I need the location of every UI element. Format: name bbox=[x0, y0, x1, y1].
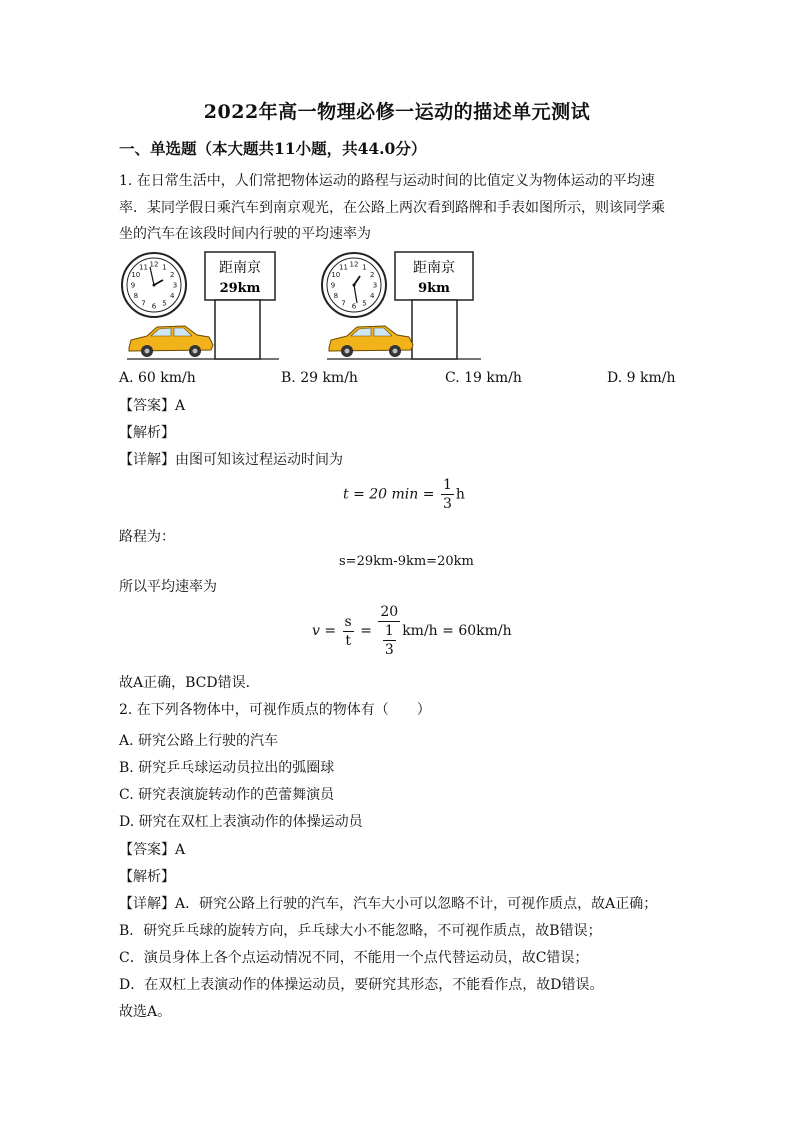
clock-number: 7 bbox=[341, 299, 346, 308]
q1-path-equation: s=29km-9km=20km bbox=[339, 554, 474, 569]
q1-stem-line-2: 率．某同学假日乘汽车到南京观光，在公路上两次看到路牌和手表如图所示，则该同学乘 bbox=[119, 200, 665, 216]
clock-number: 11 bbox=[339, 263, 348, 272]
q1-stem-line-3: 坐的汽车在该段时间内行驶的平均速率为 bbox=[119, 226, 371, 242]
sign2-bottom-text: 9km bbox=[418, 281, 450, 296]
clock-number: 2 bbox=[369, 271, 375, 279]
section-heading: 一、单选题（本大题共11小题，共44.0分） bbox=[119, 139, 427, 158]
q1-answer: 【答案】A bbox=[119, 398, 186, 414]
eq2-t: t bbox=[345, 632, 351, 649]
road-sign-1 bbox=[205, 252, 275, 359]
q1-detail: 【详解】由图可知该过程运动时间为 bbox=[119, 452, 343, 468]
clock-number: 6 bbox=[151, 302, 157, 311]
sign1-bottom-text: 29km bbox=[219, 281, 261, 296]
clock-number: 7 bbox=[141, 299, 146, 308]
clock-number: 5 bbox=[362, 299, 367, 308]
eq2-equals: = bbox=[360, 623, 372, 639]
clock-number: 8 bbox=[333, 292, 339, 300]
q1-conclusion: 故A正确，BCD错误． bbox=[119, 675, 260, 691]
eq2-numerator: 20 bbox=[380, 604, 399, 620]
clock-number: 12 bbox=[149, 260, 159, 269]
q2-detail-4: D．在双杠上表演动作的体操运动员，要研究其形态，不能看作点，故D错误。 bbox=[119, 977, 604, 993]
clock-number: 1 bbox=[162, 263, 167, 272]
page-title: 2022年高一物理必修一运动的描述单元测试 bbox=[203, 101, 591, 123]
sign2-top-text: 距南京 bbox=[413, 260, 455, 276]
clock-number: 3 bbox=[172, 281, 178, 290]
q2-option-a: A. 研究公路上行驶的汽车 bbox=[119, 733, 279, 749]
clock-number: 2 bbox=[169, 271, 175, 279]
eq1-numerator: 1 bbox=[442, 477, 452, 493]
q1-option-b: B. 29 km/h bbox=[281, 370, 358, 386]
eq2-s: s bbox=[344, 613, 352, 630]
q2-stem: 2. 在下列各物体中，可视作质点的物体有（ ） bbox=[119, 702, 431, 718]
q1-option-c: C. 19 km/h bbox=[445, 370, 522, 386]
clock-number: 8 bbox=[133, 292, 139, 300]
car-icon bbox=[329, 326, 413, 357]
q2-analysis-label: 【解析】 bbox=[119, 869, 175, 885]
clock-number: 4 bbox=[369, 292, 375, 300]
q1-figure bbox=[119, 250, 489, 364]
clock-number: 6 bbox=[351, 302, 357, 311]
clock-number: 9 bbox=[130, 281, 136, 290]
q1-equation-speed bbox=[312, 603, 512, 659]
q2-detail-3: C．演员身体上各个点运动情况不同，不能用一个点代替运动员，故C错误； bbox=[119, 950, 589, 966]
clock-number: 10 bbox=[131, 271, 141, 279]
clock-icon bbox=[322, 253, 386, 317]
q2-option-c: C. 研究表演旋转动作的芭蕾舞演员 bbox=[119, 787, 335, 803]
q1-equation-time bbox=[343, 476, 465, 513]
clock-number: 12 bbox=[349, 260, 359, 269]
eq2-inner-numerator: 1 bbox=[384, 623, 394, 639]
q2-detail-5: 故选A。 bbox=[119, 1004, 172, 1020]
sign1-top-text: 距南京 bbox=[219, 260, 261, 276]
q2-detail-2: B．研究乒乓球的旋转方向，乒乓球大小不能忽略，不可视作质点，故B错误； bbox=[119, 923, 602, 939]
q1-speed-label: 所以平均速率为 bbox=[119, 579, 217, 595]
eq2-v: v = bbox=[312, 623, 337, 639]
q1-analysis-label: 【解析】 bbox=[119, 425, 175, 441]
clock-number: 10 bbox=[331, 271, 341, 279]
q1-option-a: A. 60 km/h bbox=[119, 370, 196, 386]
eq1-unit: h bbox=[455, 486, 465, 503]
clock-number: 1 bbox=[362, 263, 367, 272]
eq1-denominator: 3 bbox=[442, 496, 452, 512]
q1-option-d: D. 9 km/h bbox=[607, 370, 676, 386]
clock-number: 5 bbox=[162, 299, 167, 308]
clock-number: 3 bbox=[372, 281, 378, 290]
clock-icon bbox=[122, 253, 186, 317]
eq2-inner-denominator: 3 bbox=[384, 642, 394, 658]
q1-path-label: 路程为： bbox=[119, 529, 175, 545]
q2-option-b: B. 研究乒乓球运动员拉出的弧圈球 bbox=[119, 760, 335, 776]
q2-option-d: D. 研究在双杠上表演动作的体操运动员 bbox=[119, 814, 363, 830]
q1-stem-line-1: 1. 在日常生活中，人们常把物体运动的路程与运动时间的比值定义为物体运动的平均速 bbox=[119, 173, 655, 189]
clock-number: 9 bbox=[330, 281, 336, 290]
clock-number: 11 bbox=[139, 263, 148, 272]
q2-detail-1: 【详解】A．研究公路上行驶的汽车，汽车大小可以忽略不计，可视作质点，故A正确； bbox=[119, 896, 658, 912]
eq1-lhs: t = 20 min = bbox=[343, 486, 435, 503]
eq2-tail: km/h = 60km/h bbox=[402, 623, 512, 639]
car-icon bbox=[129, 326, 213, 357]
q2-answer: 【答案】A bbox=[119, 842, 186, 858]
clock-number: 4 bbox=[169, 292, 175, 300]
